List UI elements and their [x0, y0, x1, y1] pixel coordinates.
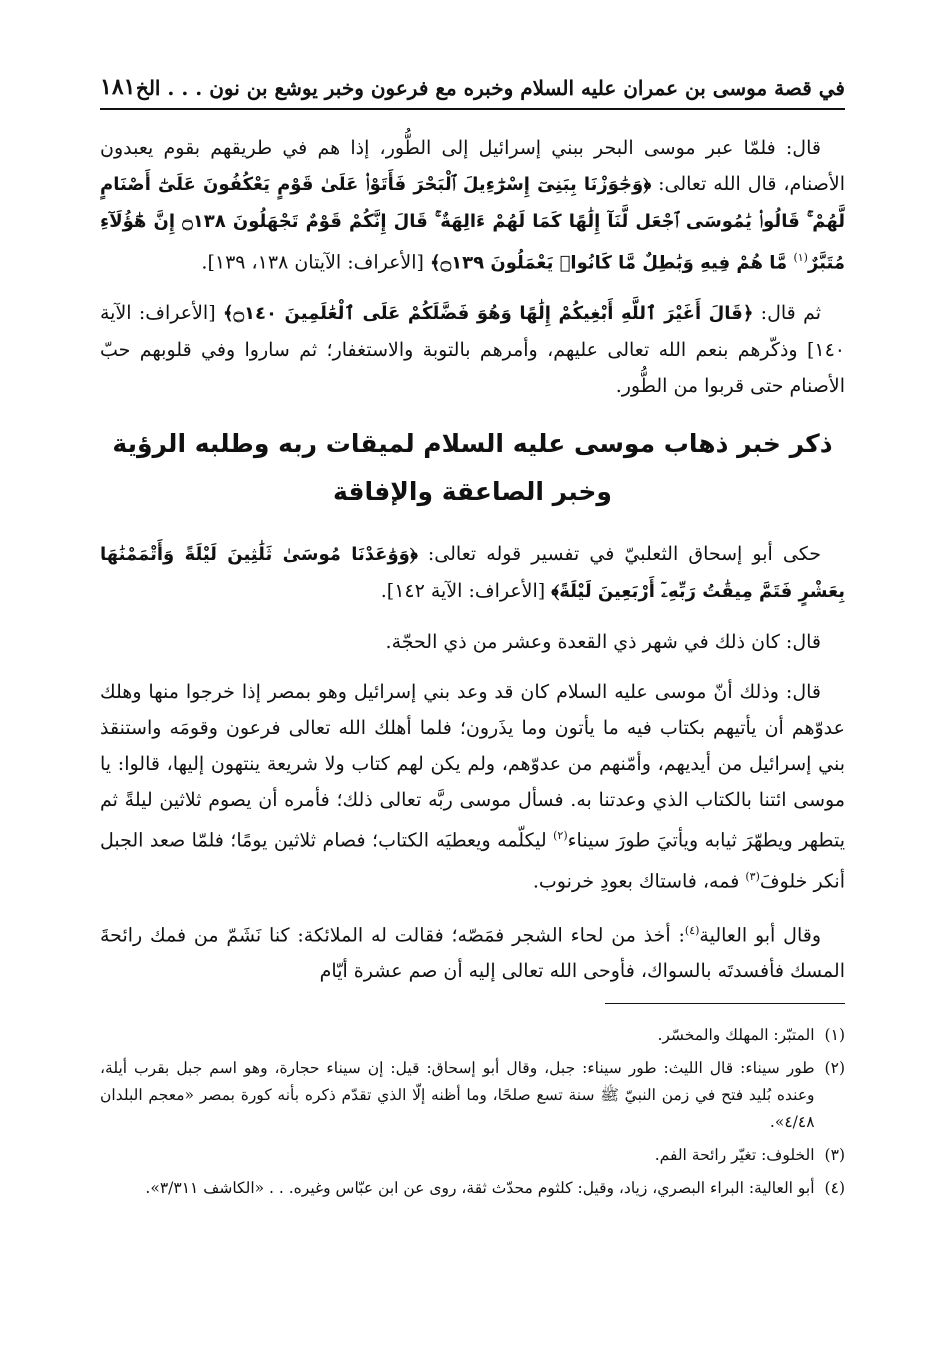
footnote-text: أبو العالية: البراء البصري، زياد، وقيل: كلثوم محدّث ثقة، روى عن ابن عبّاس وغيره. . . «الكاشف ٣/٣١١». [145, 1179, 815, 1198]
text-run: حكى أبو إسحاق الثعلبيّ في تفسير قوله تعالى: [417, 543, 821, 566]
footnotes [100, 1022, 845, 1202]
text-run: وقال أبو العالية [699, 924, 821, 947]
text-run: قال: فلمّا عبر موسى البحر ببني إسرائيل إلى الطُّور، إذا هم في طريقهم بقوم يعبدون الأصنام، قال الله تعالى: [100, 137, 845, 195]
page-header [100, 60, 845, 110]
paragraph: قال: كان ذلك في شهر ذي القعدة وعشر من ذي الحجّة. [385, 631, 821, 654]
quran-verse: مَّا هُمْ فِيهِ وَبَٰطِلٌ مَّا كَانُوا۟ يَعْمَلُونَ ۝١٣٩﴾ [430, 252, 794, 274]
paragraph [100, 536, 845, 610]
footnote-ref: (٣) [745, 869, 760, 883]
quran-verse: ﴿قَالَ أَغَيْرَ ٱللَّهِ أَبْغِيكُمْ إِلَٰهًا وَهُوَ فَضَّلَكُمْ عَلَى ٱلْعَٰلَمِينَ ۝١٤٠﴾ [222, 303, 754, 325]
paragraph [100, 130, 845, 281]
text-run: فمه، فاستاك بعودِ خرنوب. [532, 869, 746, 892]
running-title: في قصة موسى بن عمران عليه السلام وخبره مع فرعون وخبر يوشع بن نون . . . الخ [135, 76, 845, 100]
footnote-item [100, 1175, 845, 1202]
text-run: ثم قال: [753, 302, 821, 325]
text-run: : أخذ من لحاء الشجر فمَصّه؛ فقالت له الملائكة: كنا نَشَمّ من فمك رائحةَ المسك فأفسدتَه بالسواك، فأوحى الله تعالى إليه أن صم عشرة أيّام [100, 924, 845, 983]
footnote-number: (٢) [824, 1059, 845, 1078]
footnote-item [100, 1142, 845, 1169]
footnote-item [100, 1022, 845, 1049]
footnote-text: المتبّر: المهلك والمخسّر. [657, 1026, 815, 1045]
text-run: [الأعراف: الآية ١٤٠] وذكّرهم بنعم الله تعالى عليهم، وأمرهم بالتوبة والاستغفار؛ ثم ساروا وفي قلوبهم حبّ الأصنام حتى قربوا من الطُّور. [100, 302, 845, 398]
section-heading [100, 420, 845, 516]
footnote-text: الخلوف: تغيّر رائحة الفم. [654, 1146, 815, 1165]
document-page [100, 60, 845, 1321]
quran-verse: ﴿وَوَٰعَدْنَا مُوسَىٰ ثَلَٰثِينَ لَيْلَةً وَأَتْمَمْنَٰهَا بِعَشْرٍ فَتَمَّ مِيقَٰتُ رَبِّهِۦٓ أَرْبَعِينَ لَيْلَةً﴾ [100, 544, 845, 603]
text-run: [الأعراف: الآية ١٤٢]. [380, 580, 552, 603]
paragraph [100, 295, 845, 404]
section-heading-line: ذكر خبر ذهاب موسى عليه السلام لميقات ربه وطلبه الرؤية [112, 429, 833, 459]
footnote-number: (٣) [824, 1146, 845, 1165]
footnote-number: (١) [824, 1026, 845, 1045]
footnote-divider [605, 1003, 845, 1004]
text-run: [الأعراف: الآيتان ١٣٨، ١٣٩]. [201, 251, 431, 274]
paragraph [100, 913, 845, 989]
footnote-text: طور سيناء: قال الليث: طور سيناء: جبل، وقال أبو إسحاق: قيل: إن سيناء حجارة، وهو اسم جبل بقرب أيلة، وعنده بُليد فتح في زمن النبيّ ﷺ سنة تسع صلحًا، وما أظنه إلّا الذي تقدّم ذكره بأنه كورة بمصر «معجم البلدان ٤/٤٨». [100, 1059, 815, 1132]
page-number: ١٨١ [100, 74, 136, 100]
footnote-number: (٤) [824, 1179, 845, 1198]
footnote-item [100, 1055, 845, 1136]
footnote-ref: (٤) [684, 923, 700, 937]
main-text [100, 130, 845, 989]
section-heading-line: وخبر الصاعقة والإفاقة [333, 477, 612, 507]
footnote-ref: (١) [793, 251, 808, 264]
footnote-ref: (٢) [553, 829, 568, 843]
paragraph [100, 674, 845, 899]
quran-verse: ﴿وَجَٰوَزْنَا بِبَنِىٓ إِسْرَٰٓءِيلَ ٱلْبَحْرَ فَأَتَوْا۟ عَلَىٰ قَوْمٍ يَعْكُفُونَ عَلَىٰٓ أَصْنَامٍ لَّهُمْ ۚ قَالُوا۟ يَٰمُوسَى ٱجْعَل لَّنَآ إِلَٰهًا كَمَا لَهُمْ ءَالِهَةٌ ۚ قَالَ إِنَّكُمْ قَوْمٌ تَجْهَلُونَ ۝١٣٨ إِنَّ هَٰٓؤُلَآءِ مُتَبَّرٌ [100, 174, 846, 274]
text-run: ليكلّمه ويعطيَه الكتاب؛ فصام ثلاثين يومًا؛ فلمّا صعد الجبل أنكر خلوفَ [100, 829, 845, 892]
text-run: قال: وذلك أنّ موسى عليه السلام كان قد وعد بني إسرائيل وهو بمصر إذا خرجوا منها وهلك عدوّهم أن يأتيهم بكتاب فيه ما يأتون وما يذَرون؛ فلما أهلك الله تعالى فرعون وقومَه واستنقذ بني إسرائيل من أيديهم، وأمّنهم من عدوّهم، ولم يكن لهم كتاب ولا شريعة ينتهون إليها، قالوا: يا موسى ائتنا بالكتاب الذي وعدتنا به. فسأل موسى ربَّه تعالى ذلك؛ فأمره أن يصوم ثلاثين ليلةً ثم يتطهر ويطهّرَ ثيابه ويأتيَ طورَ سيناء [100, 681, 845, 852]
